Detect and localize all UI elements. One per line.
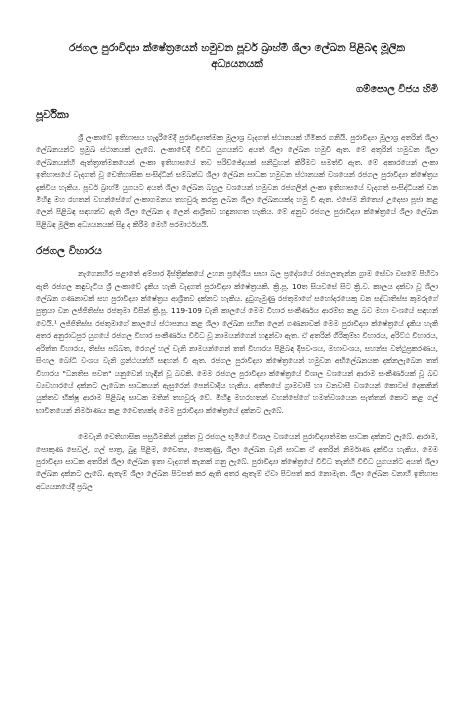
- document-title: [36, 0, 438, 72]
- paragraph: ශ්‍රී ලංකාවේ ඉතිහාසය හැදෑරීමේදී පුරාවිද්‍යාත්මක මූලාශ්‍ර වැදගත් ස්ථානයක් හිමිකර ගනියි. පුරාවිද්‍යා මූලාශ්‍ර අතරින් ශිලා ලේඛනයන්ට ප්‍රමුඛ ස්ථානයක් ලැබේ. ලංකාවේදී විවිධ යුගයන්ට අයත් ශිලා ලේඛන හමුවී ඇත. මේ අතුරින් හමුවන ශිලා ලේඛනයන්හි ඇත්ත්‍රාත්මකයෙන් ලංකා ඉතිහාසයේ තව පරිච්ඡේදයක් සනිටුහන් කිරීමට සමත්වී ඇත. මේ අකාරයෙන් ලංකා ඉතිහාසයේ වැදගත් වූ චෙතිහාසික සංසිද්ධීන් සම්බන්ධ ශිලා ලේඛන සාධක හමුවන ස්ථානයක් වශයෙන් රජගල පුරාවිද්‍යා ක්ෂේත්‍රය දැක්විය හැකිය. පූර්ව බ්‍රාහ්මී යුගයට අයත් ශිලා ලේඛන බහුල වශයෙන් හමුවන රජගලින් ලංකා ඉතිහාසයේ වැදගත් සංසිද්ධියක් වන මිහිඳු මහ රහතන් වහන්සේගේ ලංකාගමනය තහවුරු කරනු ලබන ශිලා ලේඛනයක්ද හමු වී ඇත. එසේම නිත්‍යෝ උදෙසා පූජා කළ ලෙන් පිළිබඳ සඳහන්ව ඇති ශිලා ලේඛන ද ලෙන් ආශ්‍රිතව හඳුනාගත හැකිය. මේ අනුව රජගල පුරාවිද්‍යා ක්ෂේත්‍රයේ ශිලා ලේඛන පිළිබඳ මූලික අධ්‍යයනයක් සිදු ද කිරීම මෙහි පරමාර්ථයයි.: [36, 133, 438, 229]
- section-heading-rajagala-vihara: රජගල විහාරය: [36, 245, 102, 258]
- title-line-1: රජගල පුරාවිද්‍යා ක්ෂේත්‍රයෙන් හමුවන පූර්ව බ්‍රාහ්මී ශිලා ලේඛන පිළිබඳ මූලික: [68, 42, 406, 54]
- author-name: ගම්පොල විජය හිමි: [355, 84, 438, 95]
- section-heading-introduction: පූර්විකා: [36, 109, 69, 121]
- title-line-2: අධ්‍යයනයක්: [211, 58, 263, 70]
- paragraph: මෙවැනි චෙතිහාසික පසුබිමකින් යුක්ත වූ රජගල භූමියේ විශාල වශයෙන් පුරාවිද්‍යාත්මක සාධක දක්නට ලැබේ. ආරාම, පොකුණ සෙවල්, ගල් පාත්‍ර, බුදු පිළිම, චෛත්‍ය, පොකුණු, ශිලා ලේඛන වැනි සාධක ඒ අතරින් නිර්මාණ දක්විය හැකිය. මෙම පුරාවිද්‍යා සාධක අතරින් ශිලා ලේඛන ඉතා වැදගත් කැනක් ගනු ලැබේ. පුරාවිද්‍යා ක්ෂේත්‍රයේ විවිධ තැන්හි විවිධ යුගයන්ට අයත් ශිලා ලේඛන දක්නට ලැබේ. ඇතැම් ශිලා ලේඛන පිටපත් කර ඇති අතර ඇතැම් ඒවා පිටපත් කර නොමැත. ශිලා ලේඛන වනාහී ඉතිහාස අධ්‍යයනයේදී ප්‍රබල: [36, 432, 438, 491]
- paragraph: නැගෙනහිර පළාතේ අම්පාර දිස්ත්‍රික්කයේ උහන ප්‍රදේශීය සභා බල ප්‍රදේශයේ රජගලතැන්න ග්‍රාම සේවා වසමේ පිහිටා ඇති රජගල කඳුවැටිය ශ්‍රී ලංකාවේ දැකිය හැකි වැදගත් පුරාවිද්‍යා ක්ෂේත්‍රයකි. ක්‍රි.පූ. 10ත සියවසේ සිට ක්‍රි.ව. කාලය දක්වා වූ ශිලා ලේඛන ගණනාවක් සහ පුරාවිද්‍යා ක්ෂේත්‍රය ආශ්‍රිතව දක්නට හැකිය. දුටුගැමුණු රජතුමාගේ සහෝදරයෙකු වන සද්ධාතිස්ස කුමරුගේ පුත්‍රයා වන ලජ්ජිතිස්ස රජතුමා විසින් ක්‍රි.පූ. 119-109 වැනි කාලයේ මෙම විහාර සංකීර්ණය ආරම්භ කළ බව මහා වංශයේ සඳහන් වෙයි.¹ ලජ්ජිතිස්ස රජතුමාගේ කාලයේ ස්ථාපනය කළ ශිලා ලේඛන සහිත ලෙන් ගණනාවක් මෙම පුරාවිද්‍යා ක්ෂේත්‍රයේ දැකිය හැකි අතර අනුරාධපුර යුගයේ රජගල විහාර සංකීර්ණය විවිධ වූ නාමයන්ගෙන් හඳුන්වා ඇත. ඒ අතරින් ගිරිකුම්භ විහාරය, අරිට්ඨ විහාරය, අරිත්ත විහාරය, තිස්ස පබ්බත, රෙගල් හල් වැනි නාමයන්ගෙන් තත් විහාරය පිළිබඳ දීපවංශය, මහාවංශය, සහන්ස වත්ථුප්‍රකරණය, සිංහල බෝධි වංශය වැනි ග්‍රන්ථයන්හි සඳහන් වී ඇත. රජගල පුරාවිද්‍යා ක්ෂේත්‍රයෙන් හමුවන අභිලේඛනයක දක්නලැබෙන තත් විහාරය "ධනතිස පවත" යනුවෙන් හැඳින් වූ බවකි. මෙම රජගල පුරාවිද්‍යා ක්ෂේත්‍රයේ විශාල වශයෙන් ආරාම සංකීර්ණයක් වූ බව ව්‍යවහාරයේ දක්නට ලැබෙන සාධකයන් ඇසුරෙන් පෙන්වාදිය හැකිය. අතීතයේ ග්‍රාමවාසී හා වනවාසී වශයෙන් කොටස් දෙකකින් යුක්තව භික්ෂූ ආරාම පිළිබඳ සාධක මතින් තහවුරු වේ. මිහිඳු මහරහතන් වහන්සේගේ හමත්වශයෙන සැත්තන් කොට කළ ගල් භාවිතයෙන් නිර්මාණය කළ චෛත්‍යක්ද මෙම පුරාවිද්‍යා ක්ෂේත්‍රයේ දක්නට ලැබේ.: [36, 269, 438, 415]
